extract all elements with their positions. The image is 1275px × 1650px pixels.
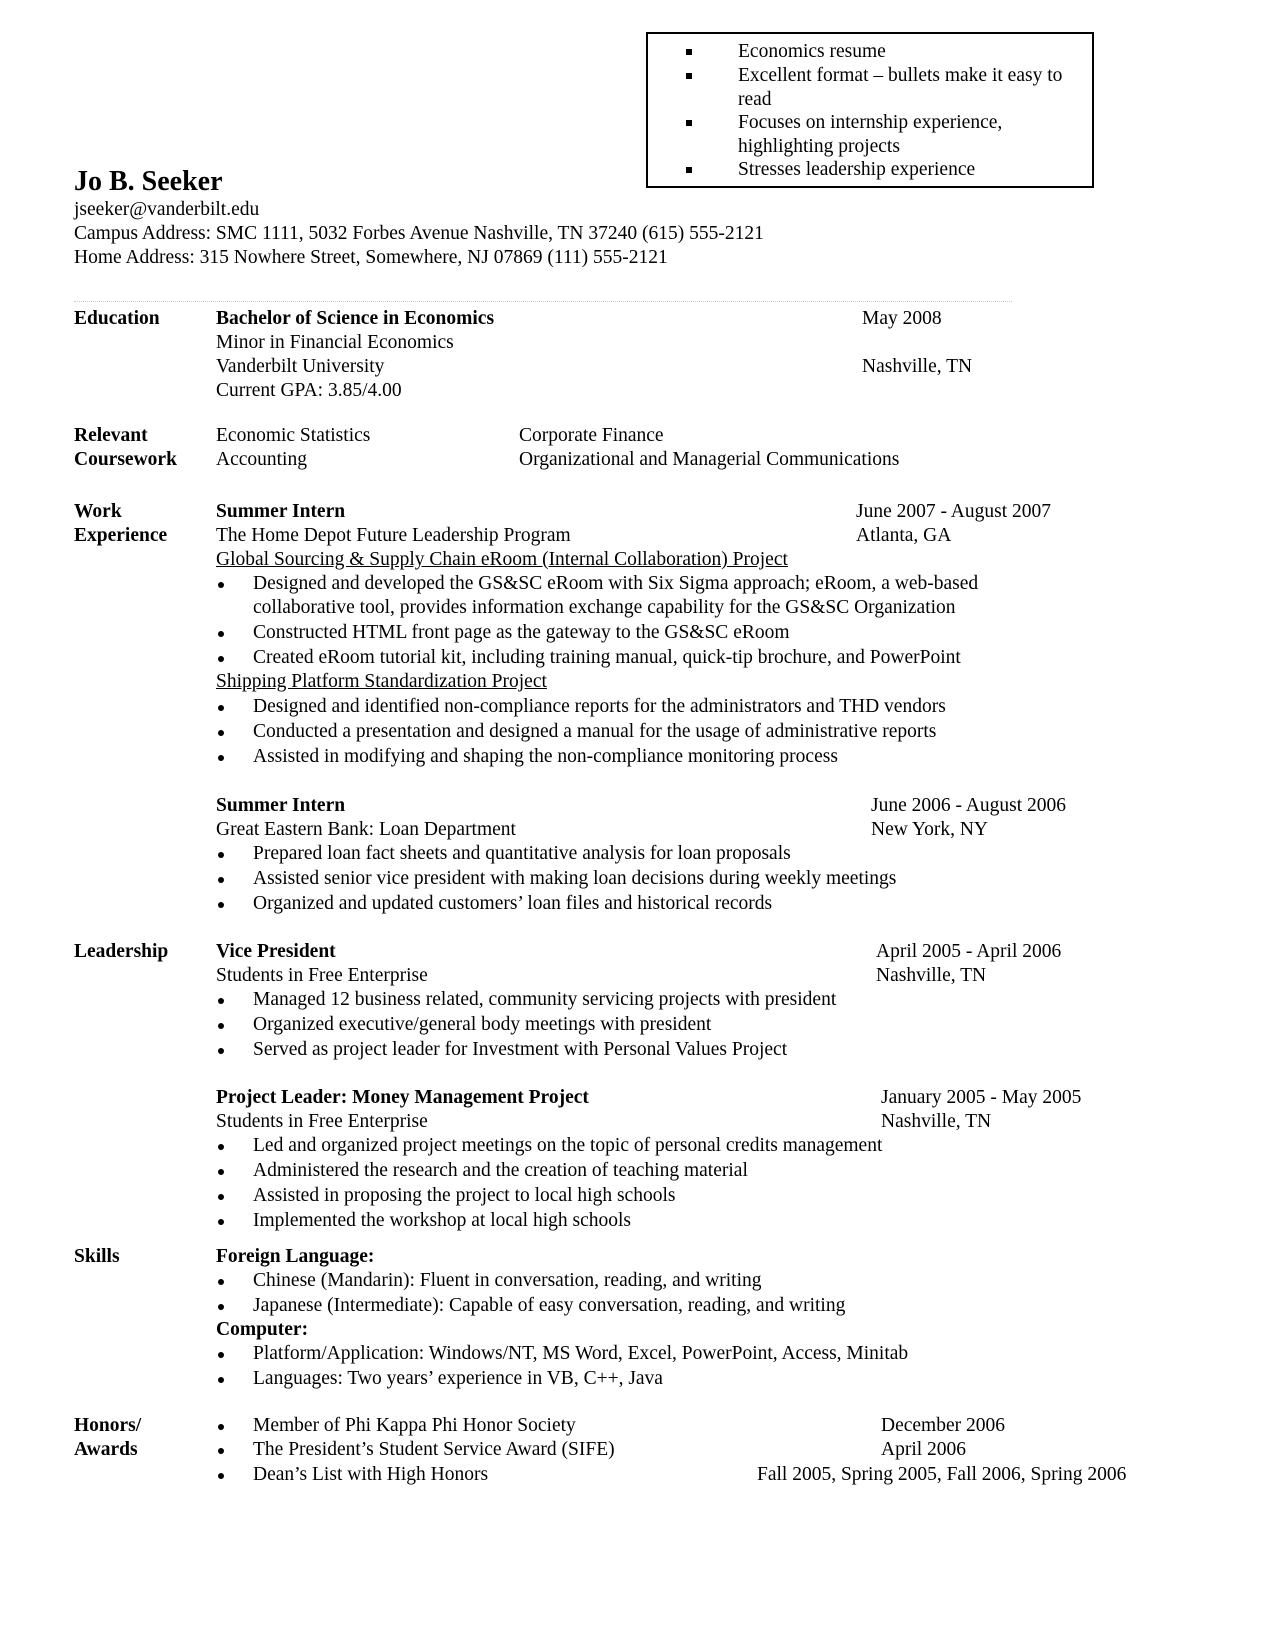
section-label-skills: Skills <box>74 1246 120 1267</box>
skill-heading: Foreign Language: <box>216 1246 375 1267</box>
bullet-icon <box>218 1377 224 1383</box>
section-label-honors-2: Awards <box>74 1439 138 1460</box>
bullet-text: Chinese (Mandarin): Fluent in conversation, reading, and writing <box>253 1270 762 1291</box>
bullet-icon <box>218 755 224 761</box>
section-label-education: Education <box>74 308 160 329</box>
bullet-text: Platform/Application: Windows/NT, MS Word, Excel, PowerPoint, Access, Minitab <box>253 1343 909 1364</box>
header-divider <box>74 301 1012 302</box>
bullet-icon <box>218 852 224 858</box>
square-bullet-icon <box>686 167 692 173</box>
callout-text: Excellent format – bullets make it easy to read <box>738 65 1063 110</box>
square-bullet-icon <box>686 73 692 79</box>
role-organization: Students in Free Enterprise <box>216 1111 428 1132</box>
bullet-icon <box>218 1194 224 1200</box>
bullet-icon <box>218 582 224 588</box>
bullet-text: Designed and developed the GS&SC eRoom with Six Sigma approach; eRoom, a web-based <box>253 573 979 594</box>
callout-text: Focuses on internship experience, highlighting projects <box>738 112 1003 157</box>
bullet-text: Designed and identified non-compliance reports for the administrators and THD vendors <box>253 696 946 717</box>
role-title: Vice President <box>216 941 336 962</box>
section-label-honors: Honors/ <box>74 1415 142 1436</box>
project-heading: Global Sourcing & Supply Chain eRoom (Internal Collaboration) Project <box>216 549 788 570</box>
gpa: Current GPA: 3.85/4.00 <box>216 380 402 401</box>
job-location: Atlanta, GA <box>856 525 952 546</box>
bullet-icon <box>218 1048 224 1054</box>
bullet-icon <box>218 1473 224 1479</box>
school: Vanderbilt University <box>216 356 385 377</box>
bullet-text: collaborative tool, provides information exchange capability for the GS&SC Organization <box>253 597 956 618</box>
bullet-text: Led and organized project meetings on the topic of personal credits management <box>253 1135 883 1156</box>
role-title: Project Leader: Money Management Project <box>216 1087 589 1108</box>
callout-text: Stresses leadership experience <box>738 159 976 180</box>
bullet-icon <box>218 730 224 736</box>
role-location: Nashville, TN <box>876 965 987 986</box>
honor-date: Fall 2005, Spring 2005, Fall 2006, Spring 2006 <box>757 1464 1127 1485</box>
bullet-icon <box>218 631 224 637</box>
bullet-text: Administered the research and the creation of teaching material <box>253 1160 748 1181</box>
role-location: Nashville, TN <box>881 1111 992 1132</box>
bullet-icon <box>218 656 224 662</box>
bullet-text: Languages: Two years’ experience in VB, C++, Java <box>253 1368 663 1389</box>
job-location: New York, NY <box>871 819 989 840</box>
bullet-icon <box>218 1304 224 1310</box>
bullet-icon <box>218 998 224 1004</box>
job-title: Summer Intern <box>216 795 346 816</box>
square-bullet-icon <box>686 49 692 55</box>
bullet-text: Assisted in modifying and shaping the non-compliance monitoring process <box>253 746 838 767</box>
section-label-work-2: Experience <box>74 525 168 546</box>
school-location: Nashville, TN <box>862 356 973 377</box>
callout-box <box>646 32 1094 188</box>
role-date: April 2005 - April 2006 <box>876 941 1062 962</box>
job-organization: Great Eastern Bank: Loan Department <box>216 819 516 840</box>
section-label-work: Work <box>74 501 122 522</box>
honor-date: December 2006 <box>881 1415 1005 1436</box>
bullet-text: Constructed HTML front page as the gateway to the GS&SC eRoom <box>253 622 790 643</box>
bullet-icon <box>218 877 224 883</box>
job-date: June 2007 - August 2007 <box>856 501 1051 522</box>
email-address: jseeker@vanderbilt.edu <box>74 199 260 220</box>
bullet-text: Assisted in proposing the project to local high schools <box>253 1185 676 1206</box>
skill-heading: Computer: <box>216 1319 309 1340</box>
bullet-icon <box>218 1144 224 1150</box>
role-date: January 2005 - May 2005 <box>881 1087 1082 1108</box>
section-label-leadership: Leadership <box>74 941 169 962</box>
course: Corporate Finance <box>519 425 664 446</box>
bullet-icon <box>218 1448 224 1454</box>
bullet-text: Organized executive/general body meetings with president <box>253 1014 712 1035</box>
home-address: Home Address: 315 Nowhere Street, Somewhere, NJ 07869 (111) 555-2121 <box>74 247 668 268</box>
bullet-text: Created eRoom tutorial kit, including training manual, quick-tip brochure, and PowerPoint <box>253 647 961 668</box>
section-label-coursework: Relevant <box>74 425 148 446</box>
job-title: Summer Intern <box>216 501 346 522</box>
bullet-text: Conducted a presentation and designed a manual for the usage of administrative reports <box>253 721 937 742</box>
course: Economic Statistics <box>216 425 371 446</box>
job-date: June 2006 - August 2006 <box>871 795 1066 816</box>
bullet-icon <box>218 902 224 908</box>
degree: Bachelor of Science in Economics <box>216 308 495 329</box>
bullet-icon <box>218 1352 224 1358</box>
project-heading: Shipping Platform Standardization Project <box>216 671 547 692</box>
section-label-coursework-2: Coursework <box>74 449 177 470</box>
course: Organizational and Managerial Communications <box>519 449 900 470</box>
role-organization: Students in Free Enterprise <box>216 965 428 986</box>
minor: Minor in Financial Economics <box>216 332 454 353</box>
bullet-text: Assisted senior vice president with making loan decisions during weekly meetings <box>253 868 897 889</box>
honor-item: The President’s Student Service Award (SIFE) <box>253 1439 615 1460</box>
callout-text: Economics resume <box>738 41 886 62</box>
course: Accounting <box>216 449 307 470</box>
bullet-icon <box>218 1023 224 1029</box>
honor-item: Member of Phi Kappa Phi Honor Society <box>253 1415 576 1436</box>
bullet-icon <box>218 1424 224 1430</box>
bullet-text: Managed 12 business related, community servicing projects with president <box>253 989 837 1010</box>
applicant-name: Jo B. Seeker <box>74 166 223 197</box>
honor-date: April 2006 <box>881 1439 967 1460</box>
graduation-date: May 2008 <box>862 308 942 329</box>
bullet-text: Japanese (Intermediate): Capable of easy conversation, reading, and writing <box>253 1295 846 1316</box>
bullet-icon <box>218 1279 224 1285</box>
bullet-text: Prepared loan fact sheets and quantitative analysis for loan proposals <box>253 843 791 864</box>
job-organization: The Home Depot Future Leadership Program <box>216 525 571 546</box>
bullet-icon <box>218 1219 224 1225</box>
campus-address: Campus Address: SMC 1111, 5032 Forbes Avenue Nashville, TN 37240 (615) 555-2121 <box>74 223 764 244</box>
bullet-icon <box>218 1169 224 1175</box>
bullet-text: Implemented the workshop at local high schools <box>253 1210 632 1231</box>
bullet-text: Organized and updated customers’ loan files and historical records <box>253 893 773 914</box>
square-bullet-icon <box>686 120 692 126</box>
bullet-text: Served as project leader for Investment with Personal Values Project <box>253 1039 788 1060</box>
bullet-icon <box>218 705 224 711</box>
honor-item: Dean’s List with High Honors <box>253 1464 489 1485</box>
